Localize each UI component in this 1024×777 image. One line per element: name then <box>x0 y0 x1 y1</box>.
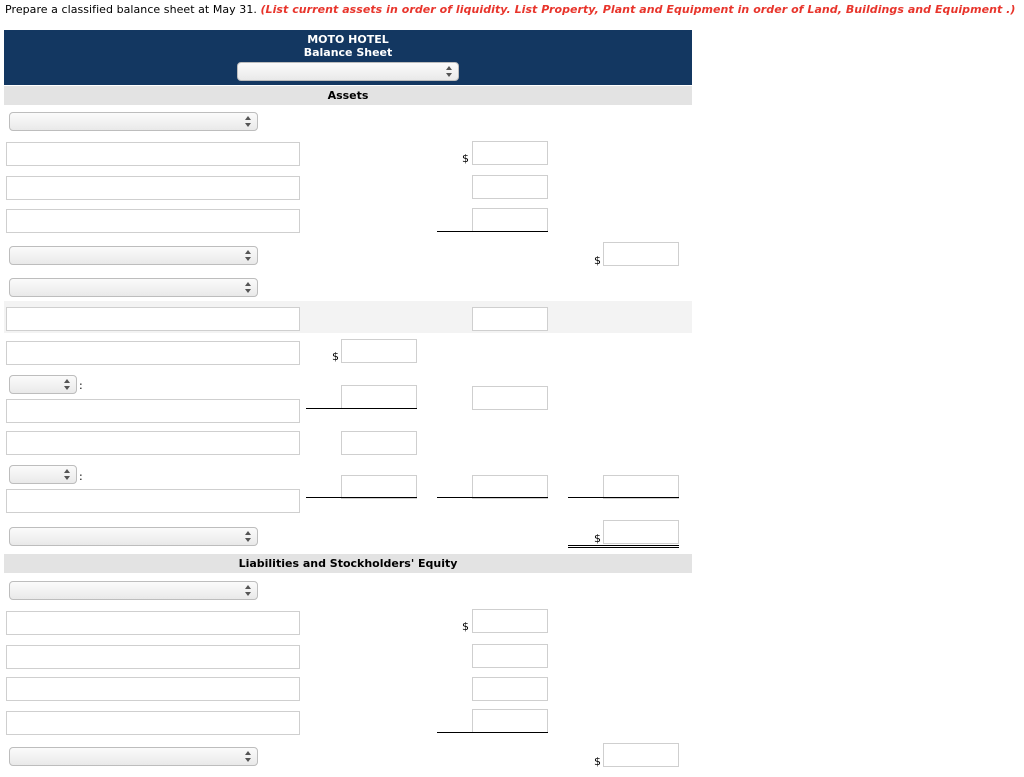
account-name-input[interactable] <box>6 611 300 635</box>
select-arrows-icon <box>64 379 70 390</box>
amount-input[interactable] <box>341 475 417 499</box>
instruction-emphasis: (List current assets in order of liquidity. List Property, Plant and Equipment in order of Land, Buildings and Equipment .) <box>260 3 1016 16</box>
account-name-input[interactable] <box>6 399 300 423</box>
asset-category-select[interactable] <box>9 278 258 297</box>
account-name-input[interactable] <box>6 176 300 200</box>
account-name-input[interactable] <box>6 142 300 166</box>
subtotal-rule <box>437 497 548 498</box>
asset-category-select[interactable] <box>9 112 258 131</box>
total-assets-amount-input[interactable] <box>603 520 679 544</box>
amount-input[interactable] <box>472 709 548 733</box>
account-name-input[interactable] <box>6 431 300 455</box>
amount-input[interactable] <box>341 385 417 409</box>
instruction-main: Prepare a classified balance sheet at May 31. <box>5 3 257 16</box>
dollar-sign: $ <box>594 254 601 267</box>
less-label-select[interactable] <box>9 375 77 394</box>
subtotal-rule <box>306 497 417 498</box>
select-arrows-icon <box>245 531 251 542</box>
amount-input[interactable] <box>472 475 548 499</box>
account-name-input[interactable] <box>6 489 300 513</box>
select-arrows-icon <box>245 585 251 596</box>
total-label-select[interactable] <box>9 747 258 766</box>
amount-input[interactable] <box>472 644 548 668</box>
amount-input[interactable] <box>603 475 679 499</box>
amount-input[interactable] <box>472 208 548 232</box>
statement-title: Balance Sheet <box>303 46 393 59</box>
select-arrows-icon <box>245 116 251 127</box>
amount-input[interactable] <box>341 339 417 363</box>
subtotal-rule <box>437 732 548 733</box>
colon-label: : <box>79 379 83 392</box>
amount-input[interactable] <box>472 677 548 701</box>
subtotal-rule <box>437 231 548 232</box>
account-name-input[interactable] <box>6 677 300 701</box>
company-name: MOTO HOTEL <box>307 33 389 46</box>
total-label-select[interactable] <box>9 246 258 265</box>
dollar-sign: $ <box>594 532 601 545</box>
dollar-sign: $ <box>332 350 339 363</box>
total-assets-select[interactable] <box>9 527 258 546</box>
dollar-sign: $ <box>594 755 601 768</box>
select-arrows-icon <box>245 250 251 261</box>
amount-input[interactable] <box>472 141 548 165</box>
dollar-sign: $ <box>462 152 469 165</box>
account-name-input[interactable] <box>6 645 300 669</box>
total-amount-input[interactable] <box>603 743 679 767</box>
total-amount-input[interactable] <box>603 242 679 266</box>
amount-input[interactable] <box>341 431 417 455</box>
liability-category-select[interactable] <box>9 581 258 600</box>
account-name-input[interactable] <box>6 209 300 233</box>
less-label-select[interactable] <box>9 465 77 484</box>
balance-sheet-header <box>4 30 692 85</box>
amount-input[interactable] <box>472 307 548 331</box>
dollar-sign: $ <box>462 620 469 633</box>
assets-section-header: Assets <box>4 86 692 105</box>
double-underline <box>568 545 679 548</box>
account-name-input[interactable] <box>6 711 300 735</box>
account-name-input[interactable] <box>6 341 300 365</box>
amount-input[interactable] <box>472 609 548 633</box>
amount-input[interactable] <box>472 175 548 199</box>
colon-label: : <box>79 470 83 483</box>
select-arrows-icon <box>245 751 251 762</box>
account-name-input[interactable] <box>6 307 300 331</box>
amount-input[interactable] <box>472 386 548 410</box>
liabilities-equity-section-header: Liabilities and Stockholders' Equity <box>4 554 692 573</box>
select-arrows-icon <box>64 469 70 480</box>
date-select[interactable] <box>237 62 459 81</box>
select-arrows-icon <box>245 282 251 293</box>
subtotal-rule <box>568 497 679 498</box>
subtotal-rule <box>306 408 417 409</box>
select-arrows-icon <box>446 66 452 77</box>
instruction-text <box>5 3 1016 16</box>
